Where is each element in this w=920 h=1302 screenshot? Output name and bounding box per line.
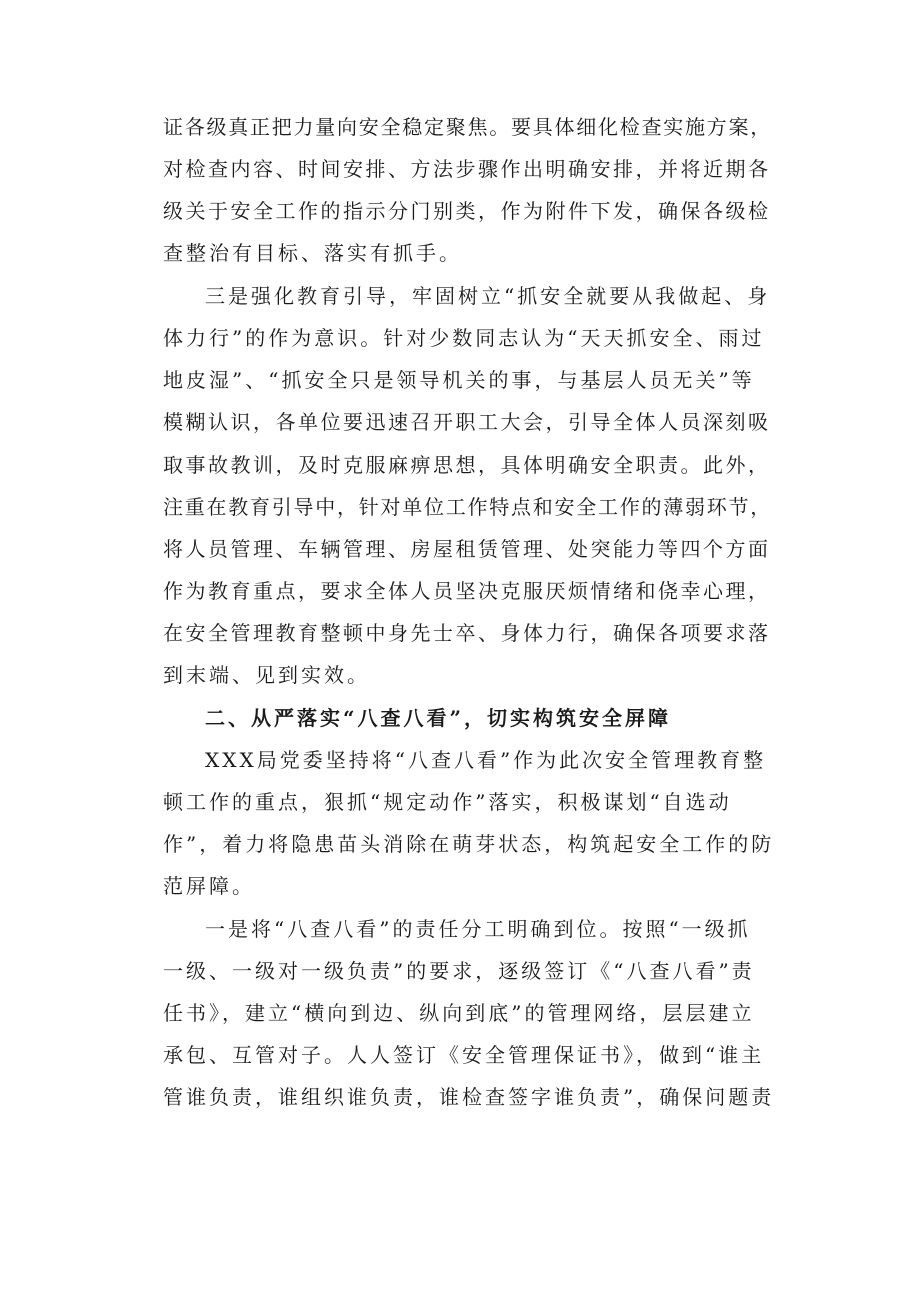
text-line: 任书》，建立“横向到边、纵向到底”的管理网络，层层建立	[163, 1001, 755, 1025]
text-line: 作为教育重点，要求全体人员坚决克服厌烦情绪和侥幸心理，	[163, 579, 771, 603]
section-heading: 二、从严落实“八查八看”，切实构筑安全屏障	[205, 706, 672, 730]
text-line: 注重在教育引导中，针对单位工作特点和安全工作的薄弱环节，	[163, 495, 772, 519]
text-line: 体力行”的作为意识。针对少数同志认为“天天抓安全、雨过	[163, 326, 765, 350]
text-line: 级关于安全工作的指示分门别类，作为附件下发，确保各级检	[163, 199, 771, 223]
text-line: 管谁负责，谁组织谁负责，谁检查签字谁负责”，确保问题责	[163, 1085, 775, 1109]
text-line: 取事故教训，及时克服麻痹思想，具体明确安全职责。此外，	[163, 453, 771, 477]
paragraph-start-line: 三是强化教育引导，牢固树立“抓安全就要从我做起、身	[205, 284, 771, 308]
paragraph-start-line: 一是将“八查八看”的责任分工明确到位。按照“一级抓	[205, 917, 751, 941]
text-line: 地皮湿”、“抓安全只是领导机关的事，与基层人员无关”等	[163, 368, 755, 392]
text-line: 查整治有目标、落实有抓手。	[163, 241, 462, 265]
text-line: 对检查内容、时间安排、方法步骤作出明确安排，并将近期各	[163, 157, 771, 181]
text-line: 将人员管理、车辆管理、房屋租赁管理、处突能力等四个方面	[163, 537, 771, 561]
text-line: 一级、一级对一级负责”的要求，逐级签订《“八查八看”责	[163, 959, 755, 983]
paragraph-start-line: XXX局党委坚持将“八查八看”作为此次安全管理教育整	[205, 748, 767, 772]
text-line: 证各级真正把力量向安全稳定聚焦。要具体细化检查实施方案，	[163, 115, 772, 139]
text-line: 作”，着力将隐患苗头消除在萌芽状态，构筑起安全工作的防	[163, 832, 775, 856]
text-line: 顿工作的重点，狠抓“规定动作”落实，积极谋划“自选动	[163, 790, 732, 814]
text-line: 承包、互管对子。人人签订《安全管理保证书》，做到“谁主	[163, 1043, 765, 1067]
text-line: 范屏障。	[163, 874, 255, 898]
text-line: 模糊认识，各单位要迅速召开职工大会，引导全体人员深刻吸	[163, 410, 771, 434]
text-line: 在安全管理教育整顿中身先士卒、身体力行，确保各项要求落	[163, 621, 771, 645]
text-line: 到末端、见到实效。	[163, 663, 370, 687]
